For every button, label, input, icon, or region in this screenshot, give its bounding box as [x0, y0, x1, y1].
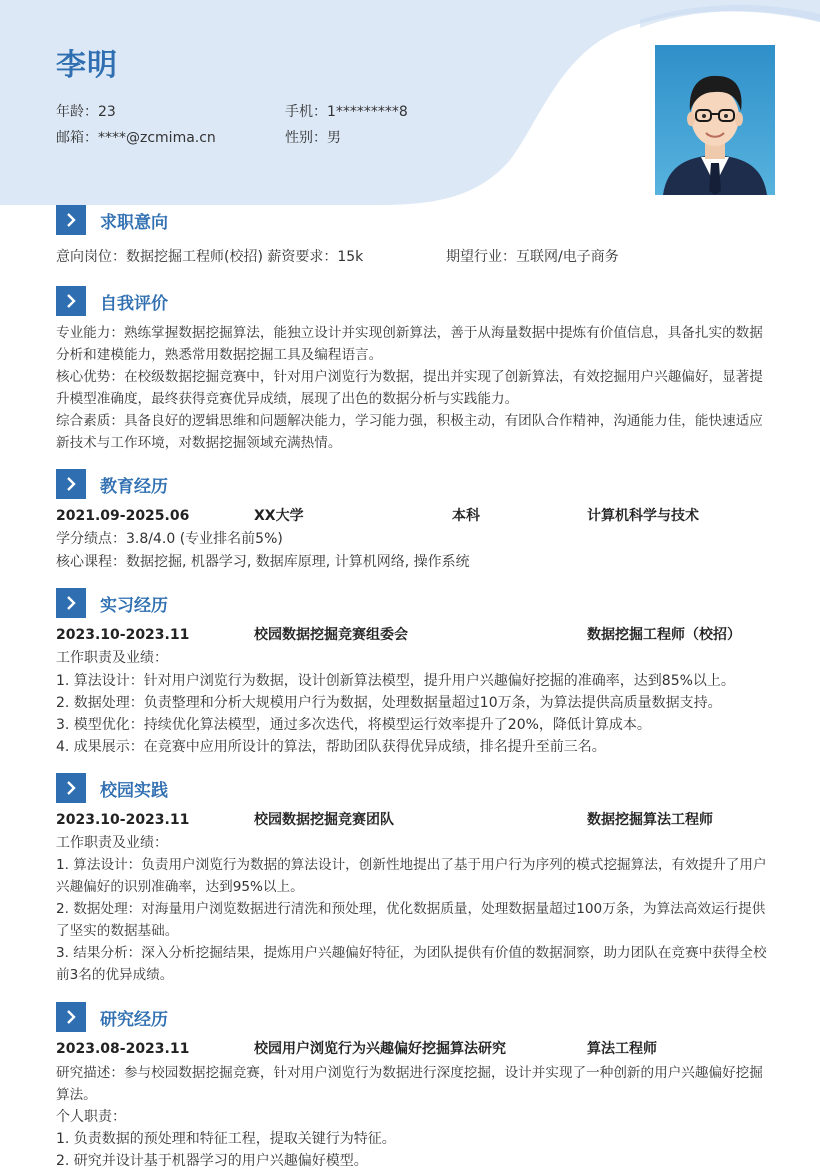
gender-info: 性别：男	[285, 130, 341, 146]
campus-label: 工作职责及业绩：	[56, 835, 168, 851]
education-major: 计算机科学与技术	[587, 508, 699, 524]
research-label: 个人职责：	[56, 1109, 126, 1125]
chevron-right-icon	[56, 773, 86, 803]
chevron-right-icon	[56, 286, 86, 316]
research-item: 2. 研究并设计基于机器学习的用户兴趣偏好模型。	[56, 1153, 368, 1169]
research-description: 研究描述：参与校园数据挖掘竞赛，针对用户浏览行为数据进行深度挖掘，设计并实现了一种创新的用户兴趣偏好挖掘算法。	[56, 1065, 763, 1103]
internship-item: 4. 成果展示：在竞赛中应用所设计的算法，帮助团队获得优异成绩，排名提升至前三名。	[56, 739, 606, 755]
internship-role: 数据挖掘工程师（校招）	[587, 627, 741, 643]
section-title: 教育经历	[100, 476, 168, 497]
self-eval-paragraph: 专业能力：熟练掌握数据挖掘算法，能独立设计并实现创新算法，善于从海量数据中提炼有价值信息，具备扎实的数据分析和建模能力，熟悉常用数据挖掘工具及编程语言。	[56, 325, 763, 363]
internship-period: 2023.10-2023.11	[56, 627, 190, 643]
internship-label: 工作职责及业绩：	[56, 650, 168, 666]
profile-photo	[655, 45, 775, 195]
education-gpa: 学分绩点：3.8/4.0 (专业排名前5%)	[56, 531, 283, 547]
section-objective-header	[56, 205, 168, 235]
section-title: 研究经历	[100, 1009, 168, 1030]
internship-item: 3. 模型优化：持续优化算法模型，通过多次迭代，将模型运行效率提升了20%，降低计算成本。	[56, 717, 651, 733]
education-school: XX大学	[254, 508, 304, 524]
email-info: 邮箱：****@zcmima.cn	[56, 130, 216, 146]
age-info: 年龄：23	[56, 104, 116, 120]
campus-org: 校园数据挖掘竞赛团队	[254, 812, 394, 828]
objective-industry: 期望行业：互联网/电子商务	[446, 249, 619, 265]
self-eval-paragraph: 核心优势：在校级数据挖掘竞赛中，针对用户浏览行为数据，提出并实现了创新算法，有效挖掘用户兴趣偏好，显著提升模型准确度，最终获得竞赛优异成绩，展现了出色的数据分析与实践能力。	[56, 369, 763, 407]
phone-info: 手机：1*********8	[285, 104, 408, 120]
research-item: 1. 负责数据的预处理和特征工程，提取关键行为特征。	[56, 1131, 396, 1147]
campus-item: 1. 算法设计：负责用户浏览行为数据的算法设计，创新性地提出了基于用户行为序列的模式挖掘算法，有效提升了用户兴趣偏好的识别准确率，达到95%以上。	[56, 857, 767, 895]
chevron-right-icon	[56, 1002, 86, 1032]
chevron-right-icon	[56, 588, 86, 618]
section-title: 校园实践	[100, 780, 168, 801]
campus-role: 数据挖掘算法工程师	[587, 812, 713, 828]
section-campus-header	[56, 773, 168, 803]
campus-period: 2023.10-2023.11	[56, 812, 190, 828]
research-period: 2023.08-2023.11	[56, 1041, 190, 1057]
section-education-header	[56, 469, 168, 499]
internship-item: 1. 算法设计：针对用户浏览行为数据，设计创新算法模型，提升用户兴趣偏好挖掘的准确率，达到85%以上。	[56, 673, 735, 689]
self-eval-paragraph: 综合素质：具备良好的逻辑思维和问题解决能力，学习能力强，积极主动，有团队合作精神，沟通能力佳，能快速适应新技术与工作环境，对数据挖掘领域充满热情。	[56, 413, 763, 451]
research-row	[56, 1038, 768, 1060]
campus-row	[56, 809, 768, 831]
research-project: 校园用户浏览行为兴趣偏好挖掘算法研究	[254, 1041, 506, 1057]
section-research-header	[56, 1002, 168, 1032]
section-internship-header	[56, 588, 168, 618]
section-title: 实习经历	[100, 595, 168, 616]
education-courses: 核心课程：数据挖掘, 机器学习, 数据库原理, 计算机网络, 操作系统	[56, 554, 470, 570]
section-self-eval-header	[56, 286, 168, 316]
candidate-name: 李明	[56, 48, 118, 83]
section-title: 自我评价	[100, 293, 168, 314]
section-title: 求职意向	[100, 212, 168, 233]
education-degree: 本科	[452, 508, 480, 524]
internship-item: 2. 数据处理：负责整理和分析大规模用户行为数据，处理数据量超过10万条，为算法提供高质量数据支持。	[56, 695, 722, 711]
chevron-right-icon	[56, 205, 86, 235]
internship-row	[56, 624, 768, 646]
campus-item: 2. 数据处理：对海量用户浏览数据进行清洗和预处理，优化数据质量，处理数据量超过100万条，为算法高效运行提供了坚实的数据基础。	[56, 901, 766, 939]
campus-item: 3. 结果分析：深入分析挖掘结果，提炼用户兴趣偏好特征，为团队提供有价值的数据洞察，助力团队在竞赛中获得全校前3名的优异成绩。	[56, 945, 767, 983]
chevron-right-icon	[56, 469, 86, 499]
research-role: 算法工程师	[587, 1041, 657, 1057]
objective-position-salary: 意向岗位：数据挖掘工程师(校招) 薪资要求：15k	[56, 249, 364, 265]
education-period: 2021.09-2025.06	[56, 508, 190, 524]
education-row	[56, 505, 768, 527]
internship-org: 校园数据挖掘竞赛组委会	[254, 627, 408, 643]
